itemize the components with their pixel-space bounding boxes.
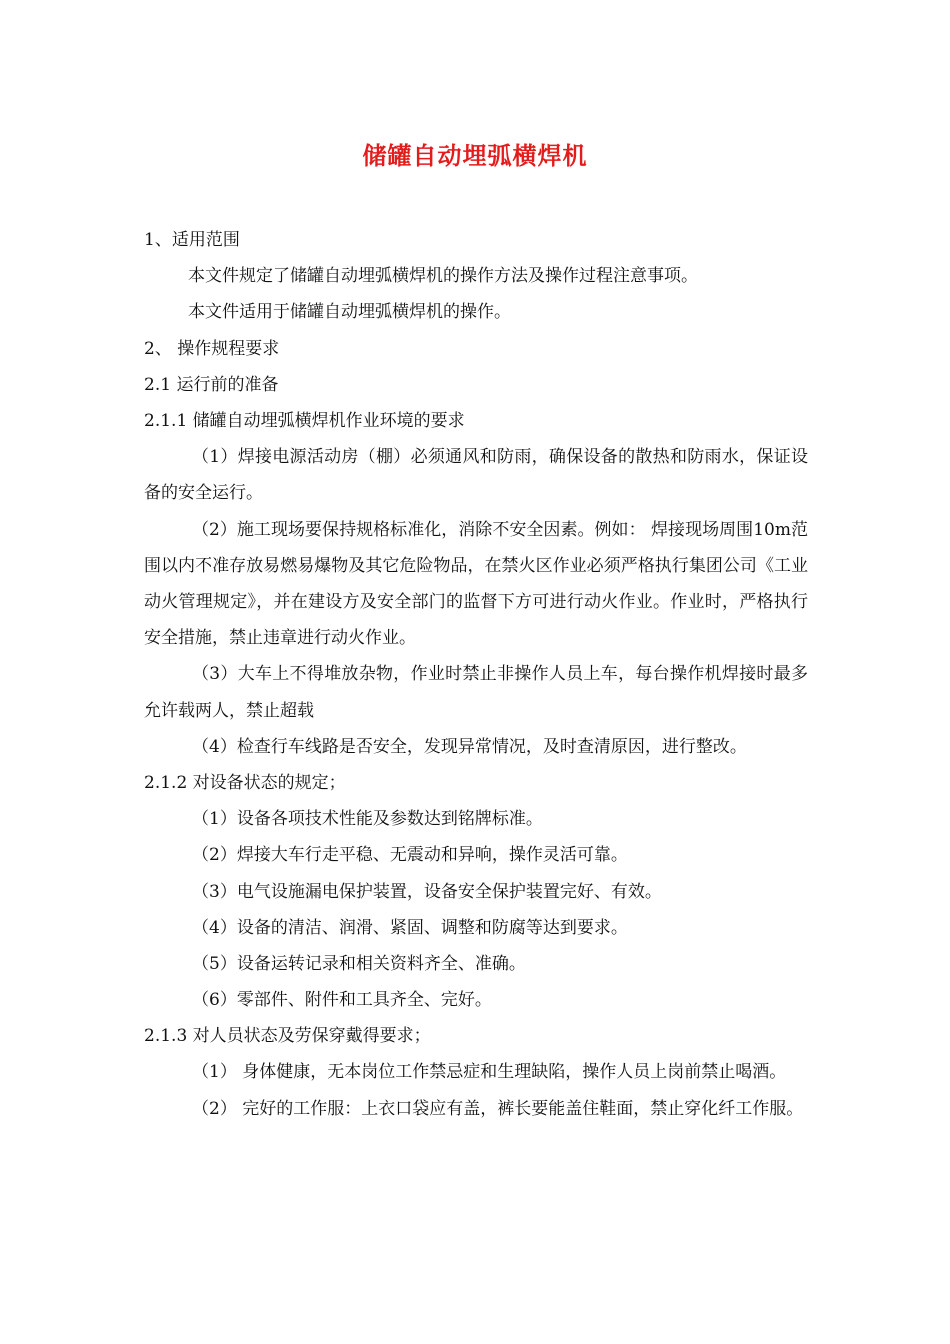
list-item: （4）检查行车线路是否安全，发现异常情况，及时查清原因，进行整改。 (192, 736, 747, 757)
list-item: （3）大车上不得堆放杂物，作业时禁止非操作人员上车，每台操作机焊接时最多允许载两人，禁止超载 (144, 664, 808, 721)
document-body (144, 222, 808, 1127)
paragraph: 本文件规定了储罐自动埋弧横焊机的操作方法及操作过程注意事项。 (188, 266, 698, 287)
list-item: （2）施工现场要保持规格标准化，消除不安全因素。例如： 焊接现场周围10m范围以内不准存放易燃易爆物及其它危险物品，在禁火区作业必须严格执行集团公司《工业动火管理规定》，并在建设方及安全部门的监督下方可进行动火作业。作业时，严格执行安全措施，禁止违章进行动火作业。 (144, 519, 808, 649)
section-heading: 1、适用范围 (144, 230, 240, 250)
paragraph: 本文件适用于储罐自动埋弧横焊机的操作。 (188, 302, 511, 323)
subsection-heading: 2.1.2 对设备状态的规定； (144, 772, 346, 793)
subsection-heading: 2.1.1 储罐自动埋弧横焊机作业环境的要求 (144, 410, 465, 431)
subsection-heading: 2.1.3 对人员状态及劳保穿戴得要求； (144, 1026, 431, 1047)
document-title: 储罐自动埋弧横焊机 (362, 142, 588, 170)
list-item: （3）电气设施漏电保护装置，设备安全保护装置完好、有效。 (192, 881, 662, 902)
list-item: （2）焊接大车行走平稳、无震动和异响，操作灵活可靠。 (192, 845, 628, 866)
list-item: （1） 身体健康，无本岗位工作禁忌症和生理缺陷，操作人员上岗前禁止喝酒。 (192, 1062, 787, 1083)
subsection-heading: 2.1 运行前的准备 (144, 374, 279, 395)
list-item: （1）焊接电源活动房（棚）必须通风和防雨，确保设备的散热和防雨水，保证设备的安全运行。 (144, 447, 808, 504)
section-heading: 2、 操作规程要求 (144, 338, 280, 359)
list-item: （6）零部件、附件和工具齐全、完好。 (192, 990, 492, 1011)
list-item: （2） 完好的工作服：上衣口袋应有盖，裤长要能盖住鞋面，禁止穿化纤工作服。 (192, 1098, 804, 1119)
list-item: （4）设备的清洁、润滑、紧固、调整和防腐等达到要求。 (192, 917, 628, 938)
list-item: （1）设备各项技术性能及参数达到铭牌标准。 (192, 809, 543, 830)
list-item: （5）设备运转记录和相关资料齐全、准确。 (192, 953, 526, 974)
